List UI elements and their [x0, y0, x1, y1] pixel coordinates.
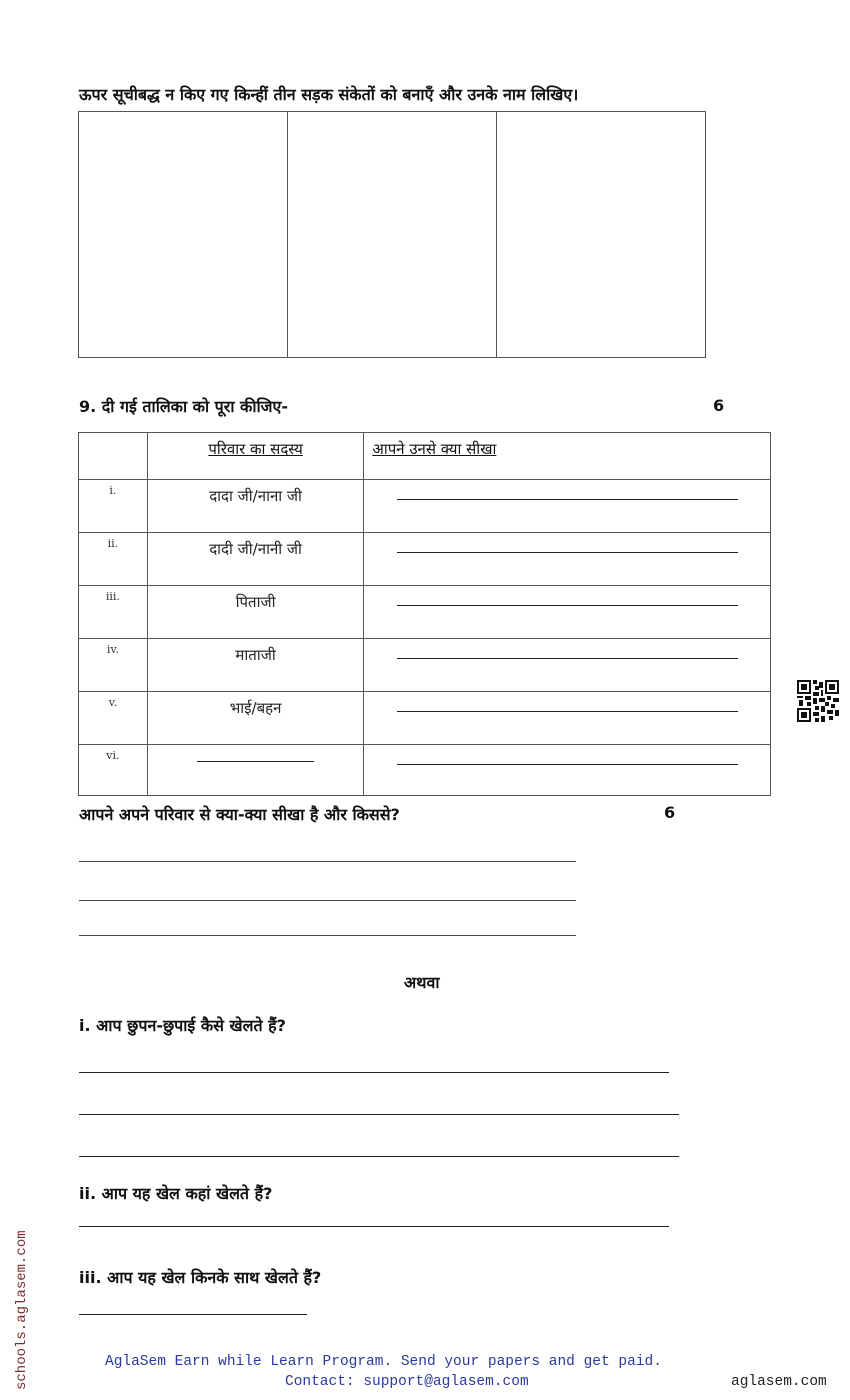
header-family-member-label: परिवार का सदस्य [208, 440, 303, 458]
footer-site[interactable]: aglasem.com [731, 1374, 827, 1390]
row-member: दादा जी/नाना जी [147, 480, 364, 533]
sub-answer-line-1a[interactable] [79, 1072, 669, 1073]
row-answer-line[interactable] [364, 745, 771, 796]
qr-code-icon [797, 680, 839, 722]
member-blank-line [197, 761, 314, 762]
answer-line-1[interactable] [79, 861, 576, 862]
family-question: आपने अपने परिवार से क्या-क्या सीखा है और किससे? [79, 805, 400, 824]
header-what-learned-label: आपने उनसे क्या सीखा [372, 440, 497, 458]
drawing-box-2[interactable] [288, 112, 497, 357]
table-row [79, 586, 771, 639]
row-serial: i. [79, 480, 148, 533]
sub-question-1: i. आप छुपन-छुपाई कैसे खेलते हैं? [79, 1016, 286, 1035]
row-answer-line[interactable] [364, 480, 771, 533]
sub-answer-line-2[interactable] [79, 1226, 669, 1227]
row-member: भाई/बहन [147, 692, 364, 745]
header-family-member [147, 433, 364, 480]
row-member: दादी जी/नानी जी [147, 533, 364, 586]
answer-line-2[interactable] [79, 900, 576, 901]
row-serial: v. [79, 692, 148, 745]
footer-promo: AglaSem Earn while Learn Program. Send your papers and get paid. [105, 1354, 662, 1370]
header-serial [79, 433, 148, 480]
family-question-marks: 6 [664, 803, 676, 822]
footer-contact[interactable]: Contact: support@aglasem.com [285, 1374, 529, 1390]
table-row [79, 692, 771, 745]
road-signs-instruction: ऊपर सूचीबद्ध न किए गए किन्हीं तीन सड़क संकेतों को बनाएँ और उनके नाम लिखिए। [79, 85, 579, 104]
sub-answer-line-1c[interactable] [79, 1156, 679, 1157]
question-9-marks: 6 [713, 396, 725, 415]
row-member-blank[interactable] [147, 745, 364, 796]
row-member: पिताजी [147, 586, 364, 639]
sub-answer-line-1b[interactable] [79, 1114, 679, 1115]
row-serial: iii. [79, 586, 148, 639]
question-9-title: 9. दी गई तालिका को पूरा कीजिए- [79, 397, 288, 416]
header-what-learned [364, 433, 771, 480]
table-row [79, 533, 771, 586]
drawing-box-1[interactable] [79, 112, 288, 357]
table-row [79, 745, 771, 796]
row-answer-line[interactable] [364, 586, 771, 639]
row-serial: vi. [79, 745, 148, 796]
row-answer-line[interactable] [364, 639, 771, 692]
answer-line-3[interactable] [79, 935, 576, 936]
sub-question-3: iii. आप यह खेल किनके साथ खेलते हैं? [79, 1268, 322, 1287]
side-watermark: schools.aglasem.com [14, 1230, 30, 1390]
family-table [78, 432, 771, 796]
row-answer-line[interactable] [364, 533, 771, 586]
row-serial: iv. [79, 639, 148, 692]
row-serial: ii. [79, 533, 148, 586]
sub-question-2: ii. आप यह खेल कहां खेलते हैं? [79, 1184, 273, 1203]
table-row [79, 480, 771, 533]
row-answer-line[interactable] [364, 692, 771, 745]
or-label: अथवा [404, 973, 440, 992]
drawing-box-3[interactable] [497, 112, 705, 357]
row-member: माताजी [147, 639, 364, 692]
table-header-row [79, 433, 771, 480]
sub-answer-line-3[interactable] [79, 1314, 307, 1315]
table-row [79, 639, 771, 692]
road-signs-drawing-boxes [78, 111, 706, 358]
